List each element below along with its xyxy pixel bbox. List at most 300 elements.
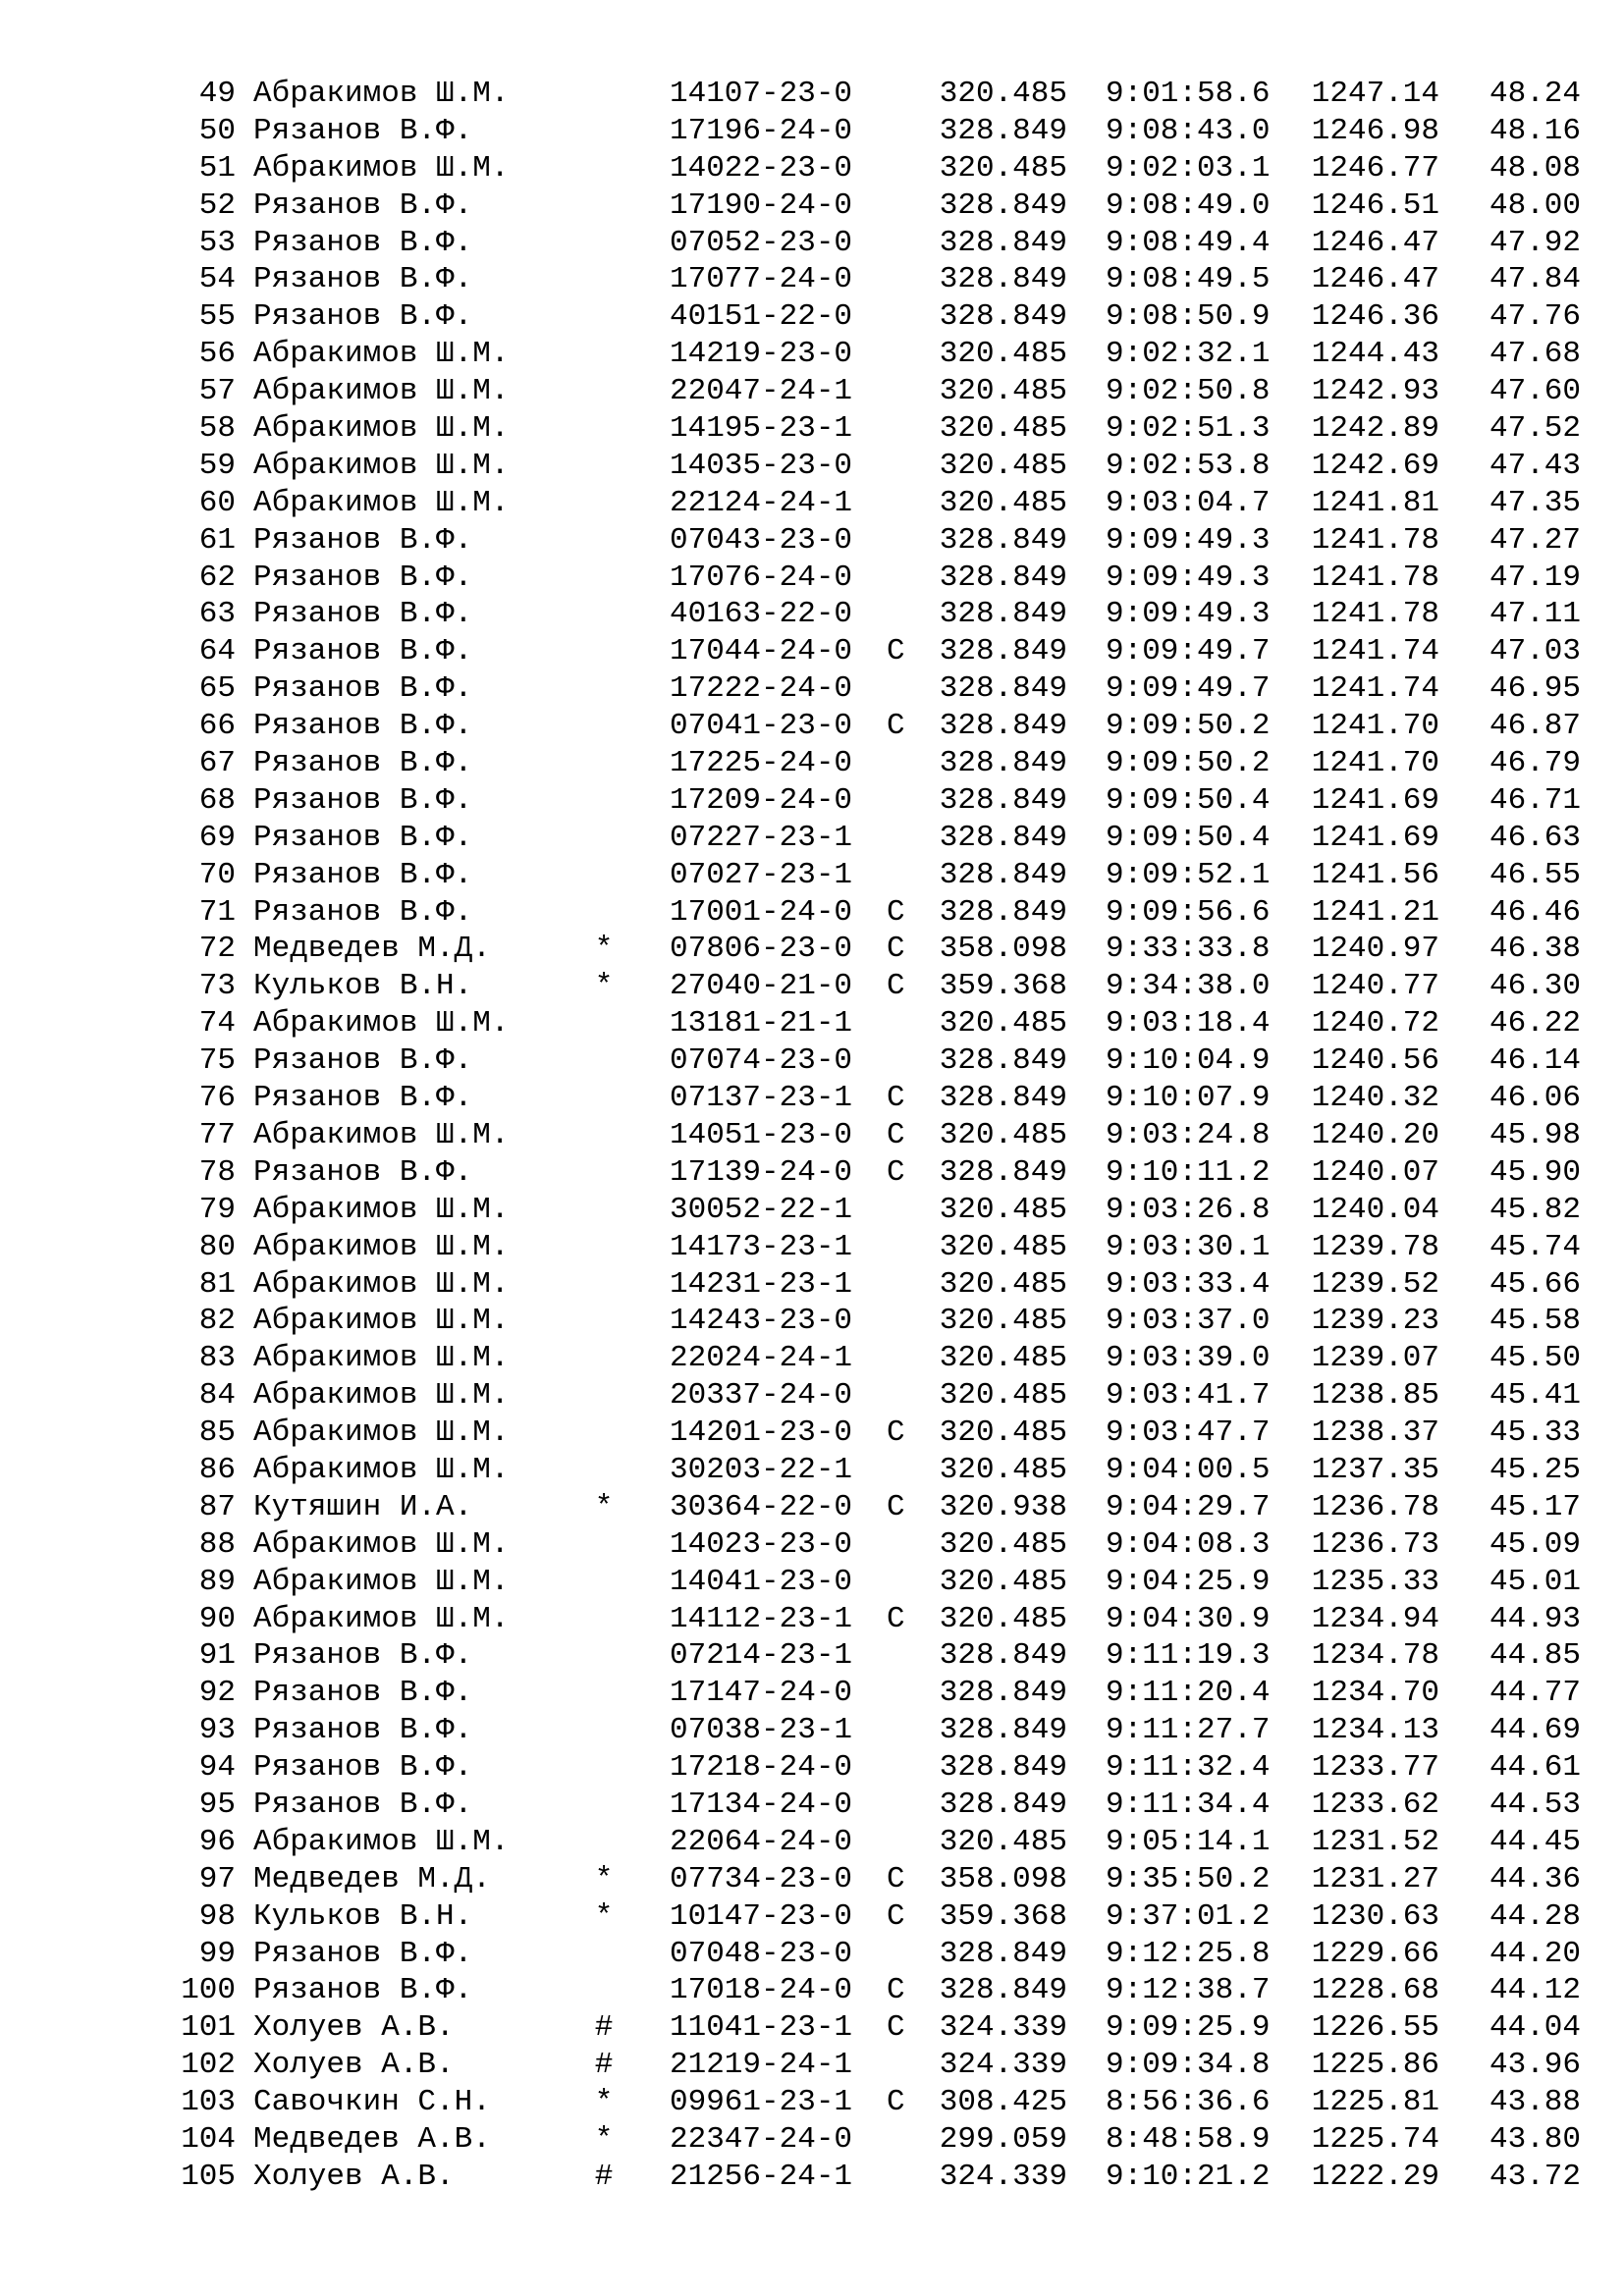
ring-number: 14051-23-0 [670,1117,853,1152]
speed: 1242.89 [1311,411,1439,447]
distance: 328.849 [939,1081,1067,1116]
ring-number: 07806-23-0 [670,932,853,967]
coefficient: 47.60 [1489,374,1581,409]
arrival-time: 9:35:50.2 [1106,1861,1271,1896]
ring-number: 17190-24-0 [670,187,853,223]
coefficient: 48.16 [1489,113,1581,148]
result-row [0,1972,1624,2009]
position-number: 102 [181,2048,236,2083]
position-number: 85 [198,1415,236,1451]
distance: 358.098 [939,932,1067,967]
flag-marker: С [887,2085,905,2120]
result-row [0,2009,1624,2047]
distance: 320.938 [939,1489,1067,1524]
distance: 328.849 [939,709,1067,744]
result-row [0,1266,1624,1304]
ring-number: 17077-24-0 [670,262,853,297]
member-mark: * [594,2085,614,2120]
coefficient: 46.71 [1489,782,1581,818]
distance: 328.849 [939,1936,1067,1971]
flag-marker: С [887,2010,905,2046]
arrival-time: 9:04:29.7 [1106,1489,1271,1524]
speed: 1240.32 [1311,1081,1439,1116]
fancier-name: Абракимов Ш.М. [253,448,510,483]
position-number: 68 [198,782,236,818]
ring-number: 07048-23-0 [670,1936,853,1971]
coefficient: 45.74 [1489,1229,1581,1264]
distance: 328.849 [939,1750,1067,1786]
result-row [0,1229,1624,1266]
speed: 1240.20 [1311,1117,1439,1152]
fancier-name: Абракимов Ш.М. [253,1006,510,1041]
position-number: 73 [198,969,236,1004]
coefficient: 44.45 [1489,1824,1581,1859]
arrival-time: 9:09:50.4 [1106,820,1271,855]
member-mark: * [594,2121,614,2157]
distance: 320.485 [939,1601,1067,1636]
ring-number: 11041-23-1 [670,2010,853,2046]
coefficient: 47.92 [1489,225,1581,260]
speed: 1246.98 [1311,113,1439,148]
speed: 1246.36 [1311,299,1439,335]
member-mark: * [594,932,614,967]
arrival-time: 9:03:37.0 [1106,1304,1271,1339]
distance: 324.339 [939,2010,1067,2046]
speed: 1229.66 [1311,1936,1439,1971]
ring-number: 17044-24-0 [670,634,853,669]
coefficient: 46.38 [1489,932,1581,967]
fancier-name: Абракимов Ш.М. [253,1526,510,1562]
result-row [0,2084,1624,2121]
ring-number: 21219-24-1 [670,2048,853,2083]
distance: 324.339 [939,2159,1067,2194]
fancier-name: Абракимов Ш.М. [253,1266,510,1302]
coefficient: 43.96 [1489,2048,1581,2083]
distance: 320.485 [939,1526,1067,1562]
speed: 1241.78 [1311,522,1439,558]
member-mark: * [594,1489,614,1524]
distance: 320.485 [939,1452,1067,1487]
ring-number: 30203-22-1 [670,1452,853,1487]
result-row [0,1637,1624,1675]
fancier-name: Кутяшин И.А. [253,1489,473,1524]
flag-marker: С [887,1081,905,1116]
speed: 1247.14 [1311,77,1439,111]
distance: 328.849 [939,225,1067,260]
coefficient: 45.50 [1489,1341,1581,1376]
distance: 320.485 [939,1006,1067,1041]
speed: 1228.68 [1311,1973,1439,2008]
fancier-name: Рязанов В.Ф. [253,113,473,148]
ring-number: 22347-24-0 [670,2121,853,2157]
speed: 1246.77 [1311,150,1439,186]
coefficient: 45.01 [1489,1564,1581,1599]
position-number: 83 [198,1341,236,1376]
result-row [0,225,1624,262]
arrival-time: 9:03:26.8 [1106,1192,1271,1227]
coefficient: 45.58 [1489,1304,1581,1339]
arrival-time: 9:09:49.3 [1106,597,1271,632]
arrival-time: 9:08:49.4 [1106,225,1271,260]
position-number: 52 [198,187,236,223]
ring-number: 17001-24-0 [670,894,853,930]
position-number: 97 [198,1861,236,1896]
ring-number: 07038-23-1 [670,1713,853,1748]
position-number: 55 [198,299,236,335]
arrival-time: 9:10:11.2 [1106,1154,1271,1190]
result-row [0,187,1624,225]
fancier-name: Рязанов В.Ф. [253,709,473,744]
distance: 320.485 [939,1378,1067,1414]
coefficient: 46.22 [1489,1006,1581,1041]
speed: 1241.81 [1311,485,1439,520]
arrival-time: 9:02:51.3 [1106,411,1271,447]
distance: 328.849 [939,1713,1067,1748]
speed: 1237.35 [1311,1452,1439,1487]
result-row [0,336,1624,373]
position-number: 76 [198,1081,236,1116]
position-number: 84 [198,1378,236,1414]
fancier-name: Абракимов Ш.М. [253,1824,510,1859]
position-number: 71 [198,894,236,930]
distance: 328.849 [939,113,1067,148]
ring-number: 13181-21-1 [670,1006,853,1041]
speed: 1230.63 [1311,1898,1439,1934]
coefficient: 45.98 [1489,1117,1581,1152]
fancier-name: Рязанов В.Ф. [253,1713,473,1748]
distance: 328.849 [939,857,1067,892]
distance: 359.368 [939,1898,1067,1934]
position-number: 72 [198,932,236,967]
distance: 328.849 [939,1676,1067,1711]
arrival-time: 9:03:41.7 [1106,1378,1271,1414]
position-number: 82 [198,1304,236,1339]
distance: 320.485 [939,1341,1067,1376]
distance: 320.485 [939,77,1067,111]
speed: 1222.29 [1311,2159,1439,2194]
result-row [0,1415,1624,1452]
ring-number: 07052-23-0 [670,225,853,260]
arrival-time: 9:11:19.3 [1106,1638,1271,1674]
arrival-time: 9:03:30.1 [1106,1229,1271,1264]
result-row [0,150,1624,187]
arrival-time: 9:11:32.4 [1106,1750,1271,1786]
position-number: 50 [198,113,236,148]
flag-marker: С [887,1601,905,1636]
ring-number: 10147-23-0 [670,1898,853,1934]
ring-number: 09961-23-1 [670,2085,853,2120]
position-number: 69 [198,820,236,855]
distance: 328.849 [939,1787,1067,1822]
speed: 1246.47 [1311,262,1439,297]
results-listing [0,76,1624,2196]
coefficient: 45.82 [1489,1192,1581,1227]
ring-number: 40163-22-0 [670,597,853,632]
speed: 1236.78 [1311,1489,1439,1524]
ring-number: 17139-24-0 [670,1154,853,1190]
speed: 1235.33 [1311,1564,1439,1599]
position-number: 49 [198,77,236,111]
result-row [0,1303,1624,1340]
result-row [0,633,1624,670]
coefficient: 47.84 [1489,262,1581,297]
position-number: 81 [198,1266,236,1302]
speed: 1240.77 [1311,969,1439,1004]
ring-number: 22124-24-1 [670,485,853,520]
fancier-name: Рязанов В.Ф. [253,597,473,632]
fancier-name: Рязанов В.Ф. [253,857,473,892]
ring-number: 14107-23-0 [670,77,853,111]
fancier-name: Рязанов В.Ф. [253,1043,473,1079]
ring-number: 17222-24-0 [670,671,853,707]
fancier-name: Холуев А.В. [253,2048,455,2083]
coefficient: 48.00 [1489,187,1581,223]
arrival-time: 9:34:38.0 [1106,969,1271,1004]
flag-marker: С [887,634,905,669]
arrival-time: 9:12:38.7 [1106,1973,1271,2008]
speed: 1226.55 [1311,2010,1439,2046]
fancier-name: Абракимов Ш.М. [253,77,510,111]
arrival-time: 9:04:30.9 [1106,1601,1271,1636]
arrival-time: 9:04:25.9 [1106,1564,1271,1599]
distance: 328.849 [939,522,1067,558]
result-row [0,1601,1624,1638]
ring-number: 14112-23-1 [670,1601,853,1636]
ring-number: 40151-22-0 [670,299,853,335]
position-number: 66 [198,709,236,744]
position-number: 78 [198,1154,236,1190]
result-row [0,1749,1624,1787]
result-row [0,596,1624,633]
arrival-time: 9:04:00.5 [1106,1452,1271,1487]
result-row [0,931,1624,968]
speed: 1231.27 [1311,1861,1439,1896]
speed: 1239.07 [1311,1341,1439,1376]
flag-marker: С [887,932,905,967]
ring-number: 17076-24-0 [670,560,853,595]
distance: 328.849 [939,597,1067,632]
coefficient: 47.76 [1489,299,1581,335]
fancier-name: Рязанов В.Ф. [253,1154,473,1190]
arrival-time: 9:03:18.4 [1106,1006,1271,1041]
position-number: 60 [198,485,236,520]
result-row [0,1898,1624,1936]
arrival-time: 9:09:52.1 [1106,857,1271,892]
distance: 320.485 [939,1824,1067,1859]
coefficient: 44.85 [1489,1638,1581,1674]
position-number: 75 [198,1043,236,1079]
result-row [0,2159,1624,2196]
distance: 324.339 [939,2048,1067,2083]
flag-marker: С [887,709,905,744]
fancier-name: Кульков В.Н. [253,969,473,1004]
result-row [0,1861,1624,1898]
arrival-time: 9:03:24.8 [1106,1117,1271,1152]
speed: 1241.21 [1311,894,1439,930]
ring-number: 20337-24-0 [670,1378,853,1414]
fancier-name: Медведев М.Д. [253,932,491,967]
fancier-name: Рязанов В.Ф. [253,1787,473,1822]
ring-number: 22064-24-0 [670,1824,853,1859]
ring-number: 30052-22-1 [670,1192,853,1227]
position-number: 89 [198,1564,236,1599]
coefficient: 45.17 [1489,1489,1581,1524]
ring-number: 14231-23-1 [670,1266,853,1302]
coefficient: 47.68 [1489,337,1581,372]
coefficient: 43.80 [1489,2121,1581,2157]
coefficient: 47.52 [1489,411,1581,447]
coefficient: 46.87 [1489,709,1581,744]
position-number: 96 [198,1824,236,1859]
result-row [0,522,1624,560]
position-number: 79 [198,1192,236,1227]
ring-number: 22047-24-1 [670,374,853,409]
arrival-time: 9:08:49.5 [1106,262,1271,297]
flag-marker: С [887,1973,905,2008]
arrival-time: 8:56:36.6 [1106,2085,1271,2120]
speed: 1238.85 [1311,1378,1439,1414]
ring-number: 30364-22-0 [670,1489,853,1524]
arrival-time: 9:11:20.4 [1106,1676,1271,1711]
arrival-time: 9:09:50.4 [1106,782,1271,818]
position-number: 103 [181,2085,236,2120]
position-number: 74 [198,1006,236,1041]
ring-number: 07027-23-1 [670,857,853,892]
position-number: 101 [181,2010,236,2046]
arrival-time: 9:02:32.1 [1106,337,1271,372]
arrival-time: 9:05:14.1 [1106,1824,1271,1859]
result-row [0,298,1624,336]
distance: 320.485 [939,1564,1067,1599]
fancier-name: Рязанов В.Ф. [253,782,473,818]
result-row [0,1564,1624,1601]
result-row [0,2047,1624,2084]
arrival-time: 9:09:49.3 [1106,560,1271,595]
distance: 328.849 [939,894,1067,930]
speed: 1241.69 [1311,782,1439,818]
speed: 1241.74 [1311,634,1439,669]
distance: 320.485 [939,448,1067,483]
ring-number: 14173-23-1 [670,1229,853,1264]
ring-number: 07074-23-0 [670,1043,853,1079]
position-number: 64 [198,634,236,669]
coefficient: 44.12 [1489,1973,1581,2008]
arrival-time: 9:02:50.8 [1106,374,1271,409]
position-number: 98 [198,1898,236,1934]
coefficient: 47.27 [1489,522,1581,558]
speed: 1240.72 [1311,1006,1439,1041]
coefficient: 48.24 [1489,77,1581,111]
arrival-time: 9:04:08.3 [1106,1526,1271,1562]
speed: 1225.81 [1311,2085,1439,2120]
coefficient: 44.61 [1489,1750,1581,1786]
fancier-name: Рязанов В.Ф. [253,671,473,707]
speed: 1241.70 [1311,709,1439,744]
coefficient: 48.08 [1489,150,1581,186]
ring-number: 17196-24-0 [670,113,853,148]
speed: 1234.94 [1311,1601,1439,1636]
coefficient: 46.46 [1489,894,1581,930]
speed: 1239.78 [1311,1229,1439,1264]
speed: 1234.70 [1311,1676,1439,1711]
position-number: 56 [198,337,236,372]
fancier-name: Медведев М.Д. [253,1861,491,1896]
ring-number: 14041-23-0 [670,1564,853,1599]
result-row [0,1824,1624,1861]
coefficient: 47.11 [1489,597,1581,632]
fancier-name: Рязанов В.Ф. [253,262,473,297]
distance: 299.059 [939,2121,1067,2157]
arrival-time: 9:03:33.4 [1106,1266,1271,1302]
arrival-time: 9:33:33.8 [1106,932,1271,967]
distance: 328.849 [939,671,1067,707]
speed: 1241.74 [1311,671,1439,707]
speed: 1246.47 [1311,225,1439,260]
arrival-time: 9:09:50.2 [1106,746,1271,781]
result-row [0,76,1624,113]
speed: 1240.56 [1311,1043,1439,1079]
arrival-time: 9:10:21.2 [1106,2159,1271,2194]
fancier-name: Рязанов В.Ф. [253,746,473,781]
distance: 328.849 [939,1973,1067,2008]
member-mark: * [594,1898,614,1934]
speed: 1240.07 [1311,1154,1439,1190]
arrival-time: 9:37:01.2 [1106,1898,1271,1934]
position-number: 86 [198,1452,236,1487]
position-number: 57 [198,374,236,409]
arrival-time: 9:09:56.6 [1106,894,1271,930]
fancier-name: Абракимов Ш.М. [253,485,510,520]
ring-number: 14022-23-0 [670,150,853,186]
ring-number: 07734-23-0 [670,1861,853,1896]
speed: 1239.23 [1311,1304,1439,1339]
coefficient: 44.69 [1489,1713,1581,1748]
result-row [0,1712,1624,1749]
result-row [0,485,1624,522]
position-number: 90 [198,1601,236,1636]
fancier-name: Рязанов В.Ф. [253,1638,473,1674]
position-number: 62 [198,560,236,595]
fancier-name: Рязанов В.Ф. [253,522,473,558]
distance: 328.849 [939,560,1067,595]
result-row [0,1005,1624,1042]
ring-number: 17209-24-0 [670,782,853,818]
ring-number: 17147-24-0 [670,1676,853,1711]
result-row [0,857,1624,894]
result-row [0,1452,1624,1489]
ring-number: 07137-23-1 [670,1081,853,1116]
result-row [0,448,1624,485]
coefficient: 43.88 [1489,2085,1581,2120]
distance: 320.485 [939,1304,1067,1339]
distance: 320.485 [939,337,1067,372]
arrival-time: 9:12:25.8 [1106,1936,1271,1971]
fancier-name: Абракимов Ш.М. [253,1415,510,1451]
ring-number: 21256-24-1 [670,2159,853,2194]
result-row [0,708,1624,745]
fancier-name: Рязанов В.Ф. [253,1973,473,2008]
coefficient: 47.03 [1489,634,1581,669]
fancier-name: Рязанов В.Ф. [253,1750,473,1786]
distance: 320.485 [939,411,1067,447]
coefficient: 46.95 [1489,671,1581,707]
fancier-name: Абракимов Ш.М. [253,337,510,372]
flag-marker: С [887,1898,905,1934]
distance: 328.849 [939,1043,1067,1079]
arrival-time: 9:08:49.0 [1106,187,1271,223]
distance: 320.485 [939,374,1067,409]
distance: 328.849 [939,1154,1067,1190]
